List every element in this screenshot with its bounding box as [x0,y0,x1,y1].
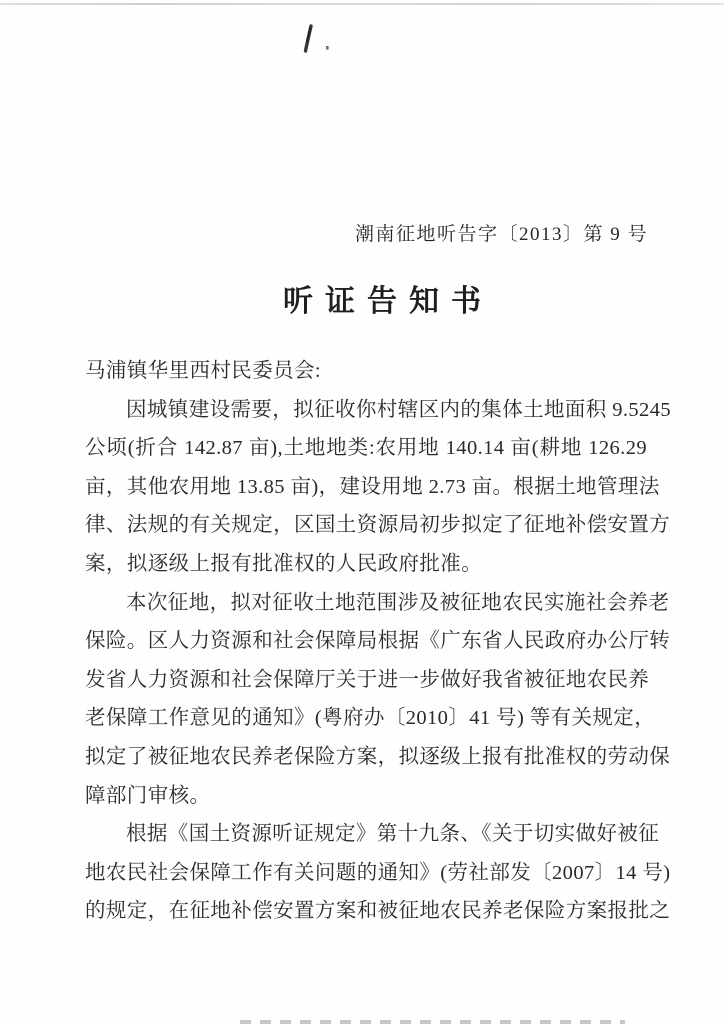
body-line: 律、法规的有关规定，区国土资源局初步拟定了征地补偿安置方 [85,514,671,537]
body-line: 案，拟逐级上报有批准权的人民政府批准。 [85,552,483,575]
body-line: 拟定了被征地农民养老保险方案，拟逐级上报有批准权的劳动保 [85,745,671,768]
document-title: 听证告知书 [283,285,493,318]
body-line: 根据《国土资源听证规定》第十九条、《关于切实做好被征 [126,823,660,846]
recipient-line: 马浦镇华里西村民委员会: [85,360,321,382]
document-reference-number: 潮南征地听告字〔2013〕第 9 号 [354,224,648,245]
body-line: 地农民社会保障工作有关问题的通知》(劳社部发〔2007〕14 号) [85,861,671,884]
handwritten-pen-mark [294,18,342,62]
cut-off-text-line [240,1020,625,1024]
body-line: 本次征地，拟对征收土地范围涉及被征地农民实施社会养老 [126,591,670,614]
body-line: 障部门审核。 [85,784,211,807]
body-line: 的规定，在征地补偿安置方案和被征地农民养老保险方案报批之 [85,900,671,923]
body-line: 发省人力资源和社会保障厅关于进一步做好我省被征地农民养 [85,668,650,691]
body-line: 老保障工作意见的通知》(粤府办〔2010〕41 号) 等有关规定， [85,707,656,730]
scanner-edge-line [0,3,724,5]
body-line: 保险。区人力资源和社会保障局根据《广东省人民政府办公厅转 [85,630,671,653]
body-line: 公顷(折合 142.87 亩),土地地类:农用地 140.14 亩(耕地 126.29 [85,437,647,460]
body-line: 因城镇建设需要，拟征收你村辖区内的集体土地面积 9.5245 [126,398,671,421]
document-body [85,352,671,931]
body-line: 亩，其他农用地 13.85 亩)，建设用地 2.73 亩。根据土地管理法 [85,475,660,498]
